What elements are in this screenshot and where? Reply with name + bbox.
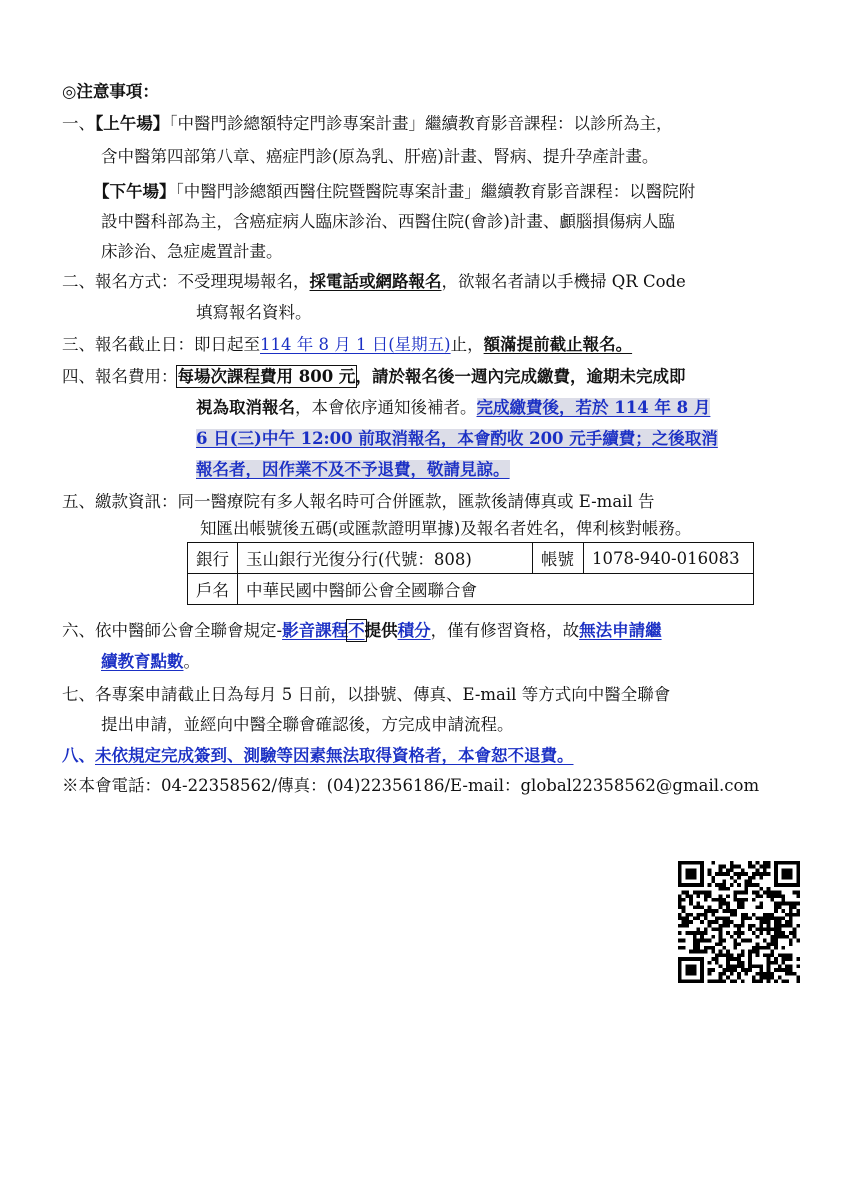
item-2-line-1 [62, 270, 686, 294]
item-1-line-5: 床診治、急症處置計畫。 [101, 242, 283, 261]
item-4-fee-box: 每場次課程費用 800 元 [177, 367, 356, 386]
item-4-refund-3: 報名者，因作業不及不予退費，敬請見諒。 [196, 460, 510, 479]
item-4-line-3 [196, 427, 718, 451]
bank-value: 玉山銀行光復分行(代號：808) [238, 543, 533, 574]
item-6-text-6: ，僅有修習資格，故 [430, 621, 580, 640]
item-3-line [62, 333, 632, 357]
item-8-line [62, 744, 574, 768]
item-6-not: 不 [348, 621, 365, 640]
item-5-line-1 [62, 490, 654, 514]
item-1-line-2: 含中醫第四部第八章、癌症門診(原為乳、肝癌)計畫、腎病、提升孕產計畫。 [101, 147, 659, 166]
item-6-line-1 [62, 619, 662, 643]
item-6-points: 續教育點數 [101, 652, 184, 671]
table-row [188, 543, 754, 574]
item-3-prefix: 三、報名截止日： [62, 335, 194, 354]
item-2-phone-online: 採電話或網路報名 [309, 272, 442, 291]
account-label: 帳號 [533, 543, 584, 574]
item-6-credits: 積分 [397, 621, 431, 640]
item-8-prefix: 八、 [62, 746, 95, 765]
item-1-text-1: 「中醫門診總額特定門診專案計畫」繼續教育影音課程：以診所為主， [169, 114, 673, 133]
table-row [188, 574, 754, 605]
item-4-refund-2: 6 日(三)中午 12:00 前取消報名，本會酌收 200 元手續費；之後取消 [196, 429, 718, 448]
item-8-no-refund: 未依規定完成簽到、測驗等因素無法取得資格者，本會恕不退費。 [95, 746, 574, 765]
item-5-prefix: 五、繳款資訊： [62, 492, 178, 511]
account-value: 1078-940-016083 [584, 543, 754, 574]
qr-code-icon [678, 861, 800, 983]
item-6-line-2 [101, 650, 200, 674]
contact-info: ※本會電話：04-22358562/傳真：(04)22356186/E-mail：global22358562@gmail.com [62, 776, 760, 795]
item-4-cancel: 視為取消報名 [196, 398, 295, 417]
item-4-text-4: ，本會依序通知後補者。 [295, 398, 477, 417]
item-1-line-3 [93, 180, 695, 204]
item-6-text-1: 依中醫師公會全聯會規定- [95, 621, 283, 640]
item-1-line-4: 設中醫科部為主，含癌症病人臨床診治、西醫住院(會診)計畫、顱腦損傷病人臨 [101, 212, 675, 231]
item-4-prefix: 四、報名費用： [62, 367, 178, 386]
item-1-line-1 [62, 112, 673, 136]
item-1-tag-pm: 【下午場】 [93, 182, 176, 201]
item-3-deadline-date: 114 年 8 月 1 日(星期五) [260, 335, 451, 354]
item-7-line-2: 提出申請，並經向中醫全聯會確認後，方完成申請流程。 [101, 715, 514, 734]
item-5-text-1: 同一醫療院有多人報名時可合併匯款，匯款後請傳真或 E-mail 告 [177, 492, 655, 511]
item-2-text-3: ，欲報名者請以手機掃 QR Code [441, 272, 686, 291]
item-2-text-1: 不受理現場報名， [177, 272, 310, 291]
item-1-tag-am: 【上午場】 [95, 114, 170, 133]
bank-label: 銀行 [188, 543, 238, 574]
item-3-text-1: 即日起至 [194, 335, 260, 354]
item-2-prefix: 二、報名方式： [62, 272, 178, 291]
item-6-video-course: 影音課程 [282, 621, 349, 640]
item-4-line-4 [196, 458, 510, 482]
bank-info-table [187, 542, 754, 605]
item-1-prefix: 一、 [62, 114, 95, 133]
page-title: ◎注意事項： [62, 82, 159, 101]
name-label: 戶名 [188, 574, 238, 605]
item-6-provide: 提供 [364, 621, 398, 640]
item-4-line-1 [62, 365, 685, 389]
item-5-line-2: 知匯出帳號後五碼(或匯款證明單據)及報名者姓名，俾利核對帳務。 [200, 519, 692, 538]
item-4-text-2: ，請於報名後一週內完成繳費，逾期未完成即 [355, 367, 686, 386]
item-6-prefix: 六、 [62, 621, 95, 640]
item-6-no-apply: 無法申請繼 [579, 621, 662, 640]
item-2-line-2: 填寫報名資料。 [196, 303, 312, 322]
item-6-period: 。 [183, 652, 200, 671]
item-4-refund-1: 完成繳費後，若於 114 年 8 月 [476, 398, 711, 417]
item-7-prefix: 七、 [62, 685, 95, 704]
item-7-text-1: 各專案申請截止日為每月 5 日前，以掛號、傳真、E-mail 等方式向中醫全聯會 [95, 685, 671, 704]
name-value: 中華民國中醫師公會全國聯合會 [238, 574, 754, 605]
item-1-text-3: 「中醫門診總額西醫住院暨醫院專案計畫」繼續教育影音課程：以醫院附 [175, 182, 696, 201]
item-3-text-3: 止， [450, 335, 484, 354]
item-4-line-2 [196, 396, 710, 420]
item-3-full-notice: 額滿提前截止報名。 [483, 335, 633, 354]
item-7-line-1 [62, 683, 670, 707]
